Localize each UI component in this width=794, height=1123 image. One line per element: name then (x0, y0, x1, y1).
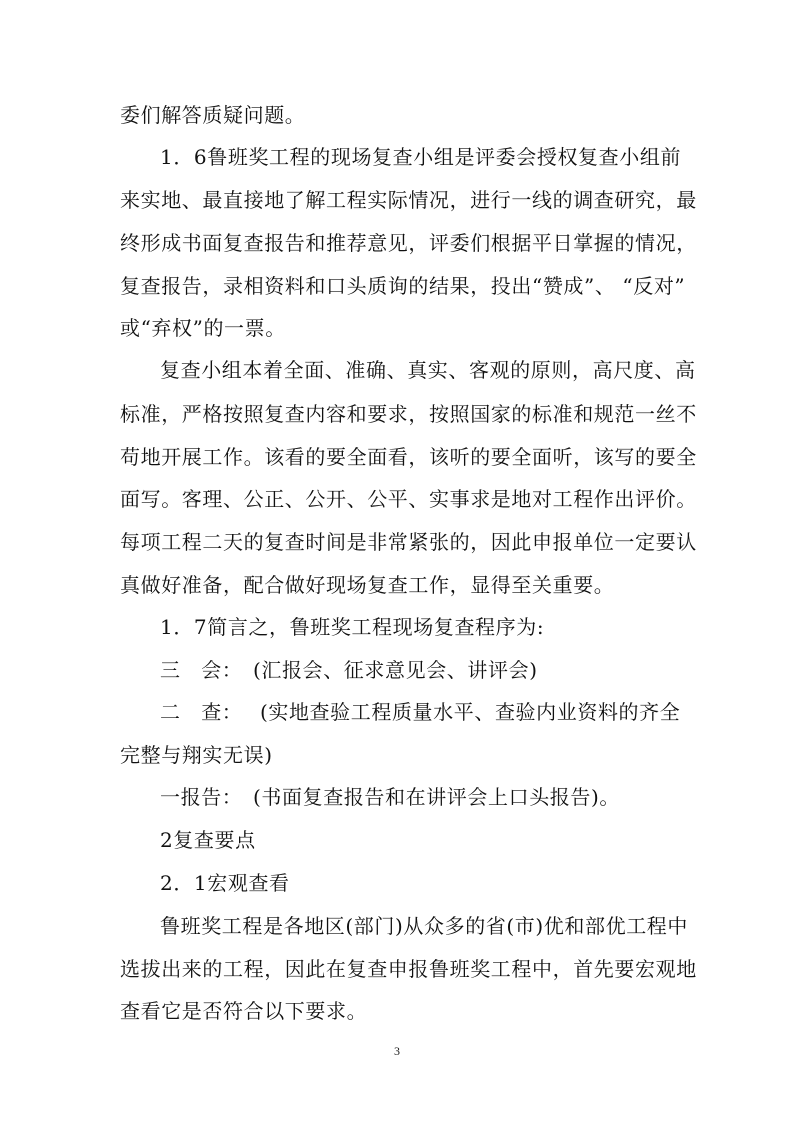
section-heading: 2复查要点 (160, 828, 256, 852)
text-line: 面写。客理、公正、公开、公平、实事求是地对工程作出评价。 (120, 487, 697, 511)
text-line: 来实地、最直接地了解工程实际情况，进行一线的调查研究，最 (120, 188, 697, 212)
text-line: 苟地开展工作。该看的要全面看，该听的要全面听，该写的要全 (120, 445, 697, 469)
text-line: 或“弃权”的一票。 (120, 316, 286, 340)
text-line: 查看它是否符合以下要求。 (120, 999, 368, 1023)
text-line: 复查报告，录相资料和口头质询的结果，投出“赞成”、 “反对” (120, 274, 686, 298)
text-line: 1．6鲁班奖工程的现场复查小组是评委会授权复查小组前 (160, 145, 682, 169)
text-line: 三 会： (汇报会、征求意见会、讲评会) (160, 658, 538, 682)
subsection-heading: 2．1宏观查看 (160, 871, 290, 895)
text-line: 选拔出来的工程，因此在复查申报鲁班奖工程中，首先要宏观地 (120, 957, 697, 981)
text-line: 复查小组本着全面、准确、真实、客观的原则，高尺度、高 (160, 358, 696, 382)
text-line: 二 查： (实地查验工程质量水平、查验内业资料的齐全 (160, 700, 681, 724)
text-line: 委们解答质疑问题。 (120, 103, 306, 127)
text-line: 标准，严格按照复查内容和要求，按照国家的标准和规范一丝不 (120, 402, 697, 426)
page-number: 3 (394, 1044, 400, 1058)
text-line: 完整与翔实无误) (120, 743, 273, 767)
text-line: 真做好准备，配合做好现场复查工作，显得至关重要。 (120, 573, 615, 597)
text-line: 每项工程二天的复查时间是非常紧张的，因此申报单位一定要认 (120, 530, 697, 554)
text-line: 终形成书面复查报告和推荐意见，评委们根据平日掌握的情况， (120, 231, 697, 255)
text-line: 鲁班奖工程是各地区(部门)从众多的省(市)优和部优工程中 (160, 914, 689, 938)
text-line: 一报告： (书面复查报告和在讲评会上口头报告)。 (160, 785, 621, 809)
text-line: 1．7简言之，鲁班奖工程现场复查程序为: (160, 615, 545, 639)
